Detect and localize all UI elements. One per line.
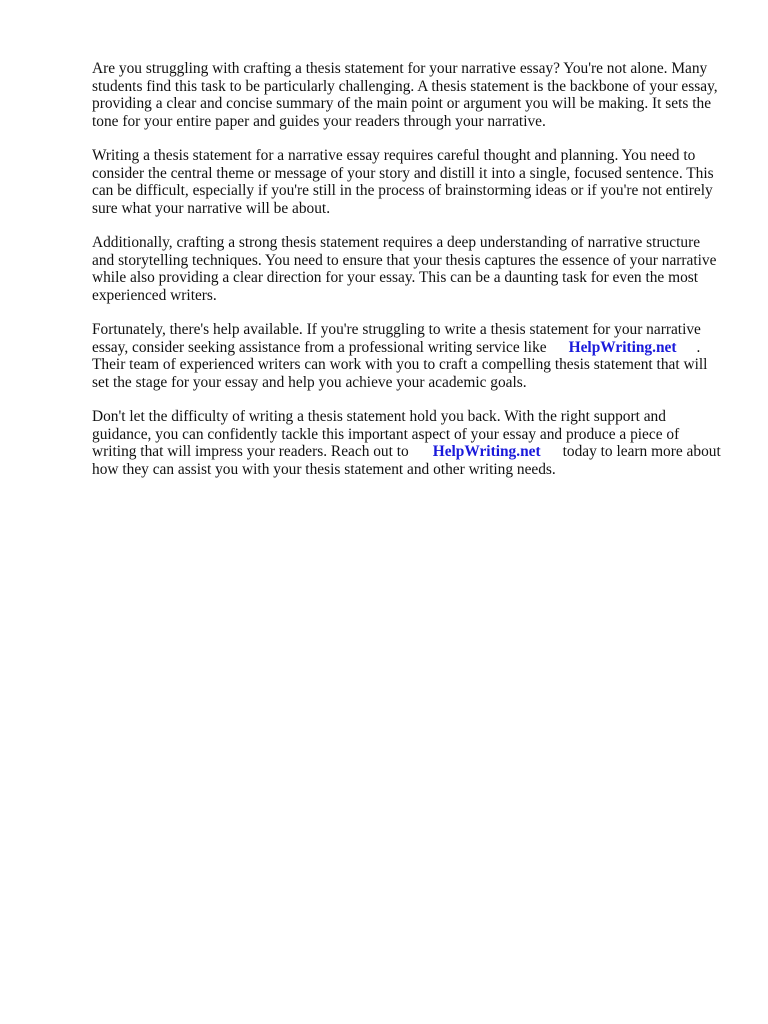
paragraph-fortunately-text-after: . Their team of experienced writers can work with you to craft a compelling thesis statement that will set the stage for your essay and help you achieve your academic goals. bbox=[92, 338, 708, 391]
paragraph-dont-let-text-before: Don't let the difficulty of writing a thesis statement hold you back. With the right support and guidance, you can confidently tackle this important aspect of your essay and produce a piece of writing that will impress your readers. Reach out to bbox=[92, 408, 680, 460]
helpwriting-link-2[interactable]: HelpWriting.net bbox=[432, 443, 541, 460]
paragraph-fortunately bbox=[92, 321, 722, 391]
paragraph-intro: Are you struggling with crafting a thesis statement for your narrative essay? You're not alone. Many students find this task to be particularly challenging. A thesis statement is the backbone of your essay, providing a clear and concise summary of the main point or argument you will be making. It sets the tone for your entire paper and guides your readers through your narrative. bbox=[92, 60, 718, 130]
paragraph-fortunately-text-before: Fortunately, there's help available. If you're struggling to write a thesis statement for your narrative essay, consider seeking assistance from a professional writing service like bbox=[92, 321, 701, 356]
paragraph-writing: Writing a thesis statement for a narrative essay requires careful thought and planning. You need to consider the central theme or message of your story and distill it into a single, focused sentence. This can be difficult, especially if you're still in the process of brainstorming ideas or if you're not entirely sure what your narrative will be about. bbox=[92, 147, 714, 217]
helpwriting-link-1[interactable]: HelpWriting.net bbox=[568, 338, 677, 356]
document-body bbox=[92, 60, 722, 495]
paragraph-dont-let-text-after: today to learn more about how they can assist you with your thesis statement and other writing needs. bbox=[92, 443, 721, 478]
paragraph-dont-let bbox=[92, 408, 722, 478]
paragraph-additionally: Additionally, crafting a strong thesis statement requires a deep understanding of narrative structure and storytelling techniques. You need to ensure that your thesis captures the essence of your narrative while also providing a clear direction for your essay. This can be a daunting task for even the most experienced writers. bbox=[92, 234, 717, 304]
